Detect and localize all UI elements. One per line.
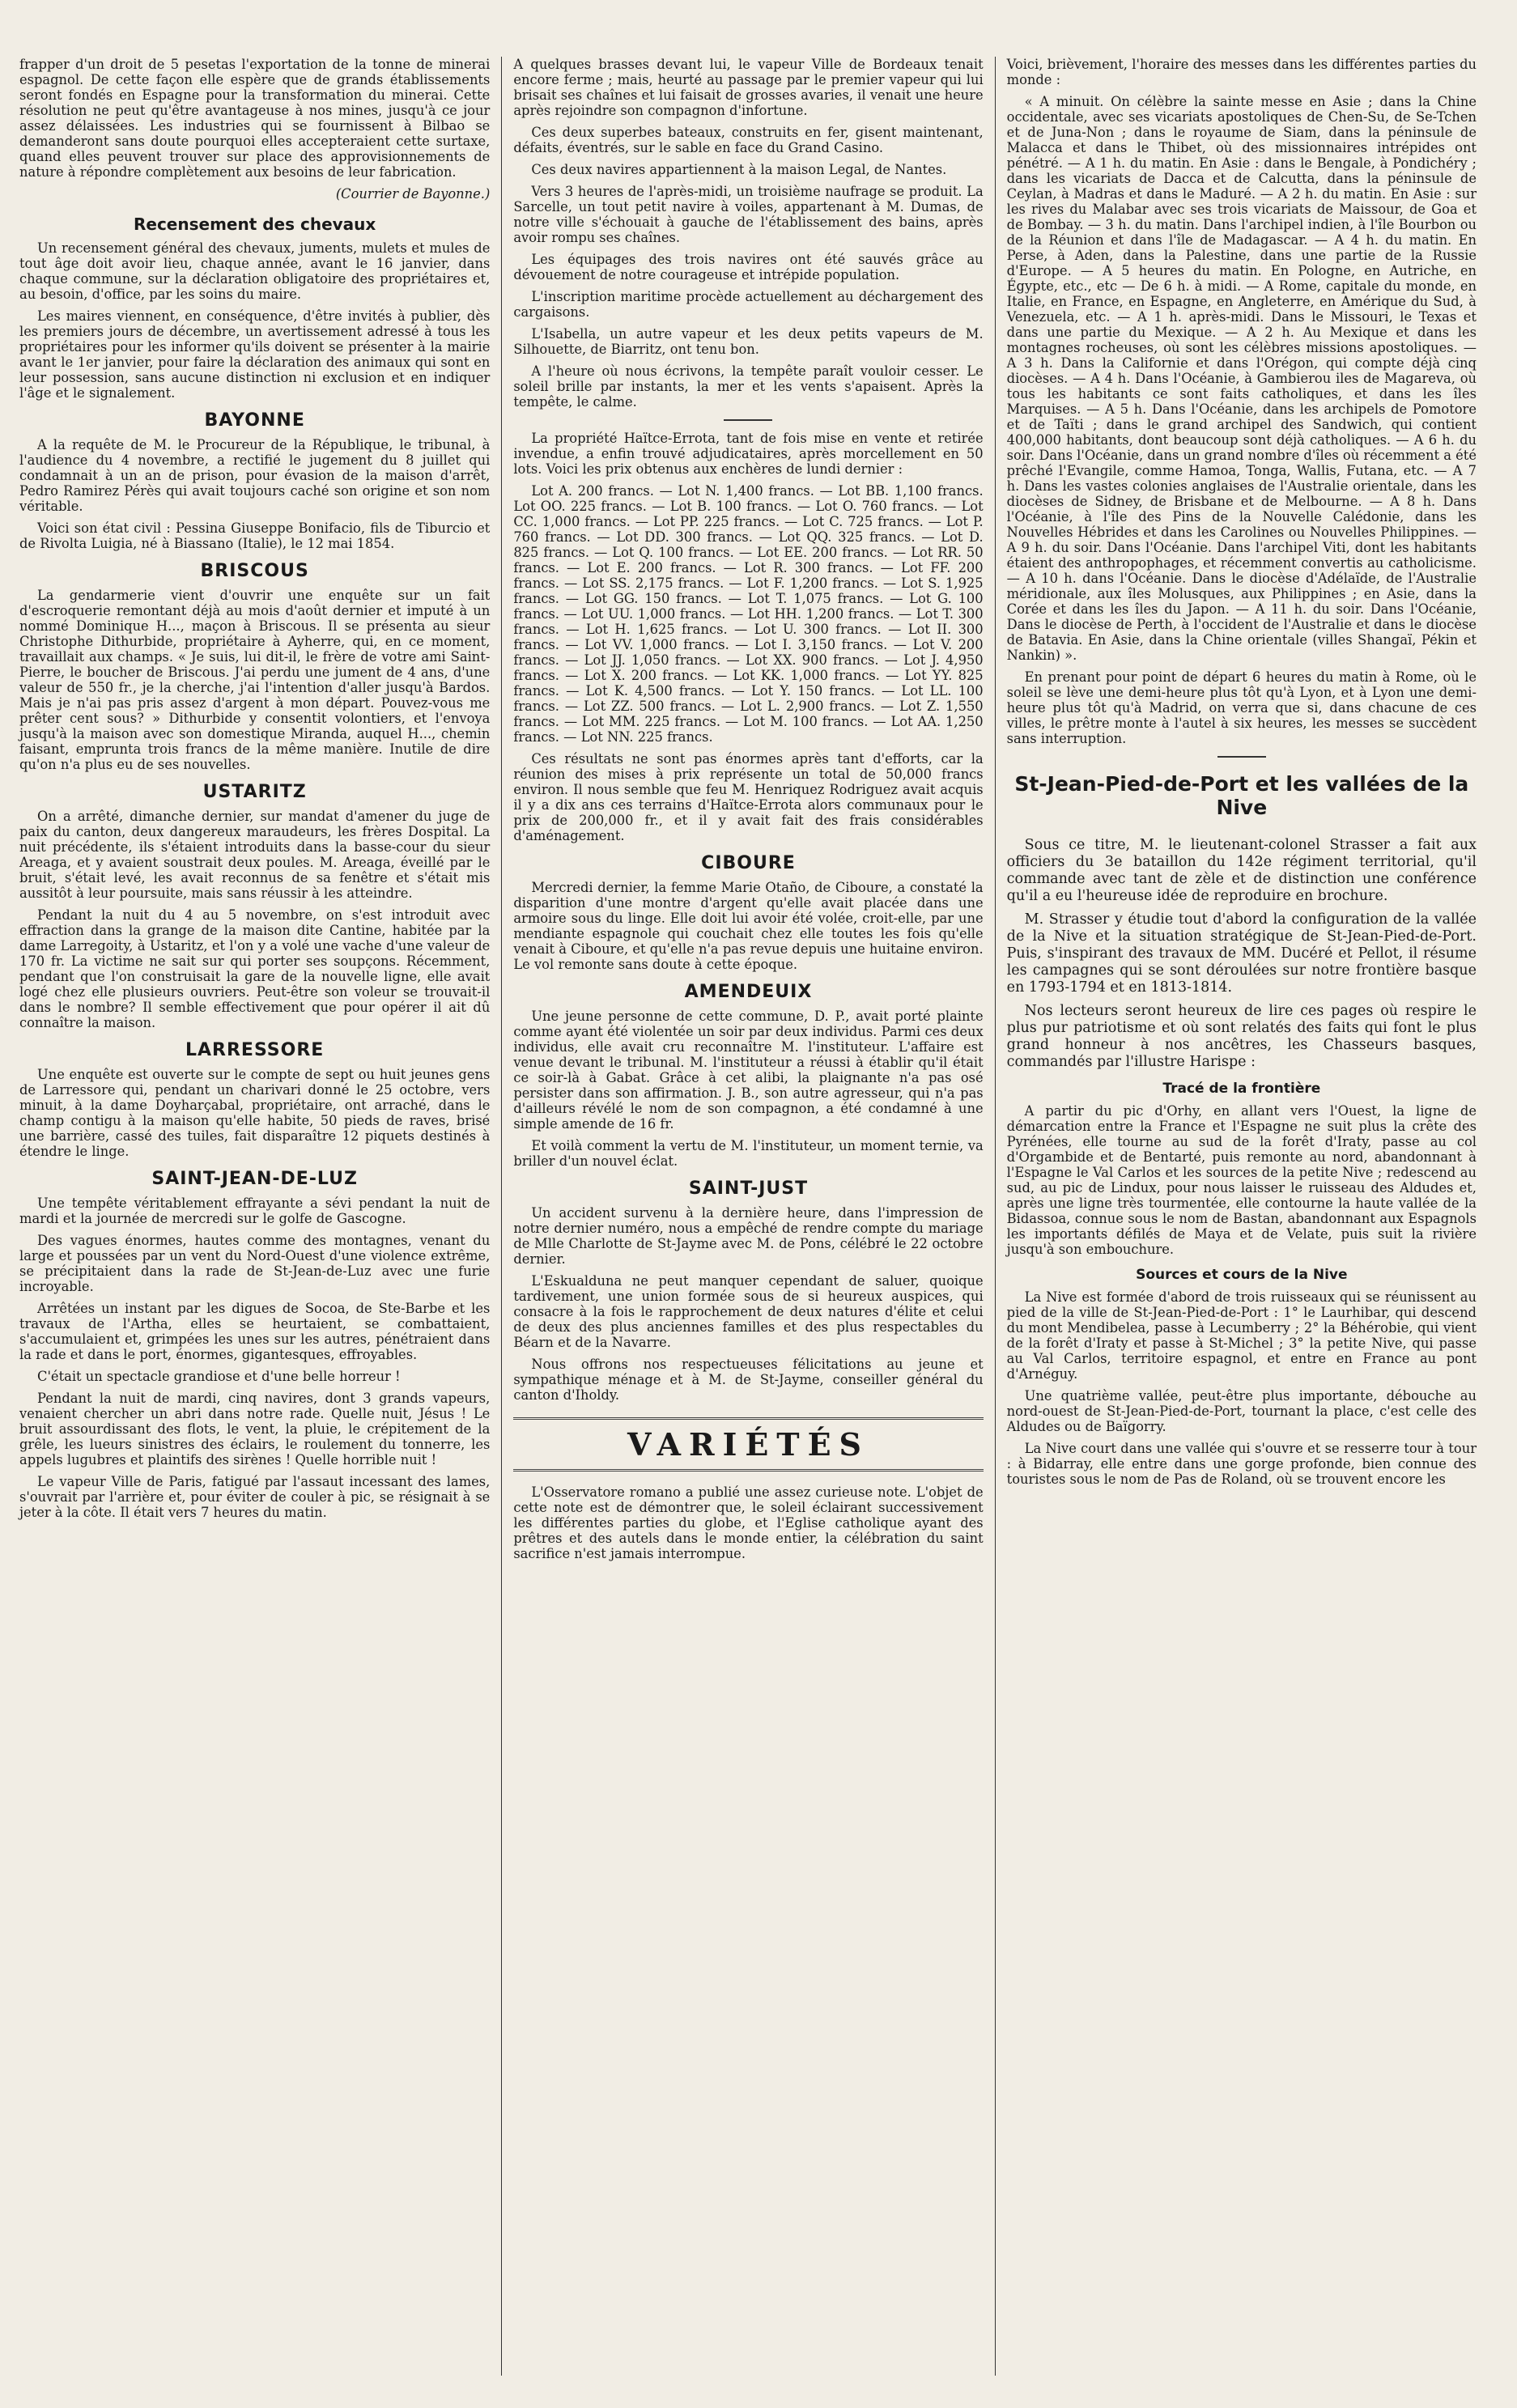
article-paragraph: La Nive est formée d'abord de trois ruisseaux qui se réunissent au pied de la ville de St-Jean-Pied-de-Port : 1° le Laurhibar, qui descend du mont Mendibelea, passe à Lecumberry ; 2° la Béhérobie, qui vient de la forêt d'Iraty et passe à St-Michel ; 3° la petite Nive, qui passe au Val Carlos, territoire espagnol, et entre en France au pont d'Arnéguy. bbox=[1006, 1289, 1477, 1382]
article-paragraph: Une jeune personne de cette commune, D. P., avait porté plainte comme ayant été violentée un soir par deux individus. Parmi ces deux individus, elle avait cru reconnaître M. l'instituteur. L'affaire est venue devant le tribunal. M. l'instituteur a réussi à établir qu'il était ce soir-là à Gabat. Grâce à cet alibi, la plaignante n'a pas osé persister dans son affirmation. J. B., son autre agresseur, qui n'a pas d'ailleurs révélé le nom de son compagnon, a été condamné à une simple amende de 16 fr. bbox=[513, 1008, 984, 1132]
article-paragraph: La propriété Haïtce-Errota, tant de fois mise en vente et retirée invendue, a enfin trouvé adjudicataires, après morcellement en 50 lots. Voici les prix obtenus aux enchères de lundi dernier : bbox=[513, 430, 984, 477]
article-paragraph: Mercredi dernier, la femme Marie Otaño, de Ciboure, a constaté la disparition d'une montre d'argent qu'elle avait placée dans une armoire sous du linge. Elle doit lui avoir été volée, croit-elle, par une mendiante espagnole qui couchait chez elle toutes les fois qu'elle venait à Ciboure, et qu'elle n'a pas revue depuis une huitaine environ. Le vol remonte sans doute à cette époque. bbox=[513, 879, 984, 972]
article-paragraph: Ces résultats ne sont pas énormes après tant d'efforts, car la réunion des mises à prix représente un total de 50,000 francs environ. Il nous semble que feu M. Henriquez Rodriguez avait acquis il y a dix ans ces terrains d'Haïtce-Errota alors communaux pour le prix de 200,000 fr., et il y avait fait des frais considérables d'aménagement. bbox=[513, 750, 984, 843]
article-paragraph: frapper d'un droit de 5 pesetas l'exportation de la tonne de minerai espagnol. De cette façon elle espère que de grands établissements seront fondés en Espagne pour la transformation du minerai. Cette résolution ne peut qu'être avantageuse à nos mines, jusqu'à ce jour assez délaissées. Les industries qui se fournissent à Bilbao se demanderont sans doute pourquoi elles accepteraient cette surtaxe, quand elles peuvent trouver sur place des approvisionnements de nature à répondre complètement aux besoins de leur fabrication. bbox=[19, 57, 491, 180]
article-paragraph: Une enquête est ouverte sur le compte de sept ou huit jeunes gens de Larressore qui, pendant un charivari donné le 25 octobre, vers minuit, à la dame Doyharçabal, propriétaire, ont arraché, dans le champ contigu à la maison qu'elle habite, 50 pieds de raves, brisé une barrière, cassé des tuiles, fait disparaître 12 piquets destinés à étendre le linge. bbox=[19, 1067, 491, 1159]
article-paragraph: L'inscription maritime procède actuellement au déchargement des cargaisons. bbox=[513, 289, 984, 320]
article-paragraph: Un accident survenu à la dernière heure, dans l'impression de notre dernier numéro, nous a empêché de rendre compte du mariage de Mlle Charlotte de St-Jayme avec M. de Pons, célébré le 22 octobre dernier. bbox=[513, 1204, 984, 1267]
article-paragraph: A quelques brasses devant lui, le vapeur Ville de Bordeaux tenait encore ferme ; mais, heurté au passage par le premier vapeur qui lui brisait ses chaînes et lui faisait de grosses avaries, il venait une heure après rejoindre son compagnon d'infortune. bbox=[513, 57, 984, 118]
article-paragraph: M. Strasser y étudie tout d'abord la configuration de la vallée de la Nive et la situation stratégique de St-Jean-Pied-de-Port. Puis, s'inspirant des travaux de MM. Ducéré et Pellot, il résume les campagnes qui se sont déroulées sur notre frontière basque en 1793-1794 et en 1813-1814. bbox=[1006, 911, 1477, 996]
nive-article-body bbox=[1007, 837, 1477, 1071]
section-heading-larressore: LARRESSORE bbox=[185, 1040, 325, 1060]
article-paragraph: Vers 3 heures de l'après-midi, un troisième naufrage se produit. La Sarcelle, un tout petit navire à voiles, appartenant à M. Dumas, de notre ville s'échouait à gauche de l'établissement des bains, après avoir rompu ses chaînes. bbox=[513, 184, 984, 245]
subheading-sources-nive: Sources et cours de la Nive bbox=[1136, 1266, 1348, 1283]
article-paragraph: Arrêtées un instant par les digues de Socoa, de Ste-Barbe et les travaux de l'Artha, elles se heurtaient, se combattaient, s'accumulaient et, grimpées les unes sur les autres, pénétraient dans la rade et dans le port, énormes, gigantesques, effroyables. bbox=[19, 1301, 491, 1362]
article-paragraph: Le vapeur Ville de Paris, fatigué par l'assaut incessant des lames, s'ouvrait par l'arrière et, pour éviter de couler à pic, se résignait à se jeter à la côte. Il était vers 7 heures du matin. bbox=[19, 1474, 491, 1520]
article-paragraph: Ces deux superbes bateaux, construits en fer, gisent maintenant, défaits, éventrés, sur le sable en face du Grand Casino. bbox=[513, 125, 984, 155]
lot-price-list: Lot A. 200 francs. — Lot N. 1,400 francs. — Lot BB. 1,100 francs. Lot OO. 225 francs. — Lot B. 100 francs. — Lot O. 760 francs. — Lot CC. 1,000 francs. — Lot PP. 225 francs. — Lot C. 725 francs. — Lot P. 760 francs. — Lot DD. 300 francs. — Lot QQ. 325 francs. — Lot D. 825 francs. — Lot Q. 100 francs. — Lot EE. 200 francs. — Lot RR. 50 francs. — Lot E. 200 francs. — Lot R. 300 francs. — Lot FF. 200 francs. — Lot SS. 2,175 francs. — Lot F. 1,200 francs. — Lot S. 1,925 francs. — Lot GG. 150 francs. — Lot T. 1,075 francs. — Lot G. 100 francs. — Lot UU. 1,000 francs. — Lot HH. 1,200 francs. — Lot T. 300 francs. — Lot H. 1,625 francs. — Lot U. 300 francs. — Lot II. 300 francs. — Lot VV. 1,000 francs. — Lot I. 3,150 francs. — Lot V. 200 francs. — Lot JJ. 1,050 francs. — Lot XX. 900 francs. — Lot J. 4,950 francs. — Lot X. 200 francs. — Lot KK. 1,000 francs. — Lot YY. 825 francs. — Lot K. 4,500 francs. — Lot Y. 150 francs. — Lot LL. 100 francs. — Lot ZZ. 500 francs. — Lot L. 2,900 francs. — Lot Z. 1,550 francs. — Lot MM. 225 francs. — Lot M. 100 francs. — Lot AA. 1,250 francs. — Lot NN. 225 francs. bbox=[513, 482, 984, 745]
article-paragraph: Les équipages des trois navires ont été sauvés grâce au dévouement de notre courageuse et intrépide population. bbox=[513, 252, 984, 282]
article-paragraph: A la requête de M. le Procureur de la République, le tribunal, à l'audience du 4 novembre, a rectifié le jugement du 8 juillet qui condamnait à un an de prison, pour évasion de la maison d'arrêt, Pedro Ramirez Pérès qui avait toujours caché son origine et son nom véritable. bbox=[19, 437, 491, 514]
article-paragraph: La Nive court dans une vallée qui s'ouvre et se resserre tour à tour : à Bidarray, elle entre dans une gorge profonde, bien connue des touristes sous le nom de Pas de Roland, où se trouvent encore les bbox=[1006, 1440, 1477, 1487]
article-paragraph: Sous ce titre, M. le lieutenant-colonel Strasser a fait aux officiers du 3e bataillon du 142e régiment territorial, qu'il commande avec tant de zèle et de distinction une conférence qu'il a eu l'heureuse idée de reproduire en brochure. bbox=[1006, 836, 1477, 904]
article-paragraph: Nous offrons nos respectueuses félicitations au jeune et sympathique ménage et à M. de St-Jayme, conseiller général du canton d'Iholdy. bbox=[513, 1356, 984, 1403]
section-heading-bayonne: BAYONNE bbox=[204, 410, 305, 431]
article-paragraph: L'Osservatore romano a publié une assez curieuse note. L'objet de cette note est de démontrer que, le soleil éclairant successivement les différentes parties du globe, et l'Eglise catholique ayant des prêtres et des autels dans le monde entier, la célébration du saint sacrifice n'est jamais interrompue. bbox=[513, 1484, 984, 1561]
article-title-nive: St-Jean-Pied-de-Port et les vallées de la Nive bbox=[1014, 771, 1469, 819]
section-heading-saint-just: SAINT-JUST bbox=[688, 1178, 809, 1199]
section-heading-ustaritz: USTARITZ bbox=[202, 782, 307, 802]
column-3 bbox=[995, 57, 1488, 2376]
section-divider bbox=[1217, 756, 1266, 758]
article-paragraph: Et voilà comment la vertu de M. l'instituteur, un moment ternie, va briller d'un nouvel éclat. bbox=[513, 1137, 984, 1169]
article-paragraph: C'était un spectacle grandiose et d'une belle horreur ! bbox=[37, 1369, 401, 1384]
section-divider bbox=[724, 419, 772, 421]
article-paragraph: Voici son état civil : Pessina Giuseppe Bonifacio, fils de Tiburcio et de Rivolta Luigia, né à Biassano (Italie), le 12 mai 1854. bbox=[19, 520, 491, 551]
section-heading-briscous: BRISCOUS bbox=[200, 561, 309, 581]
varietes-banner bbox=[513, 1417, 983, 1472]
article-paragraph: La gendarmerie vient d'ouvrir une enquête sur un fait d'escroquerie remontant déjà au mois d'août dernier et imputé à un nommé Dominique H..., maçon à Briscous. Il se présenta au sieur Christophe Dithurbide, propriétaire à Ayherre, qui, en ce moment, travaillait aux champs. « Je suis, lui dit-il, le frère de votre ami Saint-Pierre, le boucher de Briscous. J'ai perdu une jument de 4 ans, d'une valeur de 550 fr., je la cherche, j'ai l'intention d'aller jusqu'à Bardos. Mais je n'ai pas pris assez d'argent à mon départ. Pouvez-vous me prêter cent sous? » Dithurbide y consentit volontiers, et l'envoya jusqu'à la maison avec son domestique Miranda, auquel H..., chemin faisant, emprunta trois francs de la même manière. Inutile de dire qu'on n'a plus eu de ses nouvelles. bbox=[19, 588, 491, 772]
section-heading-saint-jean-de-luz: SAINT-JEAN-DE-LUZ bbox=[151, 1169, 358, 1189]
section-heading-recensement: Recensement des chevaux bbox=[133, 214, 376, 234]
article-paragraph: Ces deux navires appartiennent à la maison Legal, de Nantes. bbox=[531, 162, 947, 177]
article-paragraph: En prenant pour point de départ 6 heures du matin à Rome, où le soleil se lève une demi-heure plus tôt qu'à Lyon, et à Lyon une demi-heure plus tôt qu'à Madrid, on verra que si, dans chacune de ces villes, le prêtre monte à l'autel à six heures, les messes se succèdent sans interruption. bbox=[1006, 669, 1477, 746]
article-paragraph: Voici, brièvement, l'horaire des messes dans les différentes parties du monde : bbox=[1006, 57, 1477, 87]
article-paragraph: On a arrêté, dimanche dernier, sur mandat d'amener du juge de paix du canton, deux dangereux maraudeurs, les frères Dospital. La nuit précédente, ils s'étaient introduits dans la basse-cour du sieur Areaga, et y avaient soustrait deux poules. M. Areaga, éveillé par le bruit, s'était levé, les avait reconnus de sa fenêtre et s'était mis aussitôt à leur poursuite, mais sans réussir à les atteindre. bbox=[19, 809, 491, 901]
article-paragraph: Pendant la nuit de mardi, cinq navires, dont 3 grands vapeurs, venaient chercher un abri dans notre rade. Quelle nuit, Jésus ! Le bruit assourdissant des flots, le vent, la pluie, le crépitement de la grêle, les lueurs sinistres des éclairs, le roulement du tonnerre, les appels lugubres et plaintifs des sirènes ! Quelle horrible nuit ! bbox=[19, 1391, 491, 1467]
section-heading-amendeuix: AMENDEUIX bbox=[684, 981, 813, 1002]
column-2 bbox=[501, 57, 994, 2376]
article-paragraph: Des vagues énormes, hautes comme des montagnes, venant du large et poussées par un vent du Nord-Ouest d'une violence extrême, se précipitaient dans la rade de St-Jean-de-Luz avec une furie incroyable. bbox=[19, 1233, 491, 1294]
article-paragraph: Un recensement général des chevaux, juments, mulets et mules de tout âge doit avoir lieu, chaque année, avant le 16 janvier, dans chaque commune, sur la déclaration obligatoire des propriétaires et, au besoin, d'office, par les soins du maire. bbox=[19, 240, 491, 302]
article-paragraph: Pendant la nuit du 4 au 5 novembre, on s'est introduit avec effraction dans la grange de la maison dite Cantine, habitée par la dame Larregoity, à Ustaritz, et l'on y a volé une vache d'une valeur de 170 fr. La victime ne sait sur qui porter ses soupçons. Récemment, pendant que l'on construisait la gare de la nouvelle ligne, elle avait logé chez elle plusieurs ouvriers. Peut-être son voleur se trouvait-il dans le nombre? Il semble effectivement que pour opérer il ait dû connaître la maison. bbox=[19, 907, 491, 1030]
section-heading-ciboure: CIBOURE bbox=[701, 852, 796, 873]
article-paragraph: « A minuit. On célèbre la sainte messe en Asie ; dans la Chine occidentale, avec ses vicariats apostoliques de Chen-Su, de Se-Tchen et de Juna-Non ; dans le royaume de Siam, dans la péninsule de Malacca et dans le Thibet, où des missionnaires intrépides ont pénétré. — A 1 h. du matin. En Asie : dans le Bengale, à Pondichéry ; dans les vicariats de Dacca et de Calcutta, dans la péninsule de Ceylan, à Madras et dans le Maduré. — A 2 h. du matin. En Asie : sur les rives du Malabar avec ses trois vicariats de Maissour, de Goa et de Bombay. — 3 h. du matin. Dans l'archipel indien, à l'île Bourbon ou de la Réunion et dans l'île de Madagascar. — A 4 h. du matin. En Perse, à Aden, dans la Palestine, dans une partie de la Russie d'Europe. — A 5 heures du matin. En Pologne, en Autriche, en Égypte, etc., etc — De 6 h. à midi. — A Rome, capitale du monde, en Italie, en France, en Espagne, en Angleterre, en Amérique du Sud, à Venezuela, etc. — A 1 h. après-midi. Dans le Missouri, le Texas et dans une partie du Mexique. — A 2 h. Au Mexique et dans les montagnes rocheuses, où sont les célèbres missions apostoliques. — A 3 h. Dans la Californie et dans l'Orégon, qui compte déjà cinq diocèses. — A 4 h. Dans l'Océanie, à Gambierou iles de Magareva, où tous les habitants ce sont faits catholiques, et dans les îles Marquises. — A 5 h. Dans l'Océanie, dans les archipels de Pomotore et de Taïti ; dans le grand archipel des Sandwich, qui contient 400,000 habitants, dont beaucoup sont déjà catholiques. — A 6 h. du soir. Dans l'Océanie, dans un grand nombre d'îles où récemment a été prêché l'Evangile, comme Hamoa, Tonga, Wallis, Futana, etc. — A 7 h. Dans les vastes colonies anglaises de l'Australie orientale, dans les diocèses de Sidney, de Brisbane et de Melbourne. — A 8 h. Dans l'Océanie, à l'île des Pins de la Nouvelle Calédonie, dans les Nouvelles Hébrides et dans les Carolines ou Nouvelles Philippines. — A 9 h. du soir. Dans l'Océanie. Dans l'archipel Viti, dont les habitants étaient des anthropophages, et récemment convertis au catholicisme. — A 10 h. dans l'Océanie. Dans le diocèse d'Adélaïde, de l'Australie méridionale, aux îles Molusques, aux Philippines ; en Asie, dans la Corée et dans les îles du Japon. — A 11 h. du soir. Dans l'Océanie, Dans le diocèse de Perth, à l'occident de l'Australie et dans le diocèse de Batavia. En Asie, dans la Chine orientale (villes Shangaï, Pékin et Nankin) ». bbox=[1006, 94, 1477, 663]
article-source: (Courrier de Bayonne.) bbox=[335, 186, 491, 202]
article-paragraph: L'Isabella, un autre vapeur et les deux petits vapeurs de M. Silhouette, de Biarritz, ont tenu bon. bbox=[513, 326, 984, 357]
article-paragraph: Une tempête véritablement effrayante a sévi pendant la nuit de mardi et la journée de mercredi sur le golfe de Gascogne. bbox=[19, 1196, 491, 1226]
article-paragraph: L'Eskualduna ne peut manquer cependant de saluer, quoique tardivement, une union formée sous de si heureux auspices, qui consacre à la fois le rapprochement de deux natures d'élite et celui de deux des plus anciennes familles et des plus respectables du Béarn et de la Navarre. bbox=[513, 1272, 984, 1350]
article-paragraph: A l'heure où nous écrivons, la tempête paraît vouloir cesser. Le soleil brille par instants, la mer et les vents s'apaisent. Après la tempête, le calme. bbox=[513, 363, 984, 410]
article-paragraph: Les maires viennent, en conséquence, d'être invités à publier, dès les premiers jours de décembre, un avertissement adressé à tous les propriétaires pour les informer qu'ils doivent se présenter à la mairie avant le 1er janvier, pour faire la déclaration des animaux qui sont en leur possession, sans aucune distinction ni exclusion et en indiquer l'âge et le signalement. bbox=[19, 308, 491, 401]
article-paragraph: Nos lecteurs seront heureux de lire ces pages où respire le plus pur patriotisme et où sont relatés des faits qui font le plus grand honneur à nos ancêtres, les Chasseurs basques, commandés par l'illustre Harispe : bbox=[1006, 1002, 1477, 1070]
article-paragraph: Une quatrième vallée, peut-être plus importante, débouche au nord-ouest de St-Jean-Pied-de-Port, tournant la place, c'est celle des Aldudes ou de Baïgorry. bbox=[1006, 1387, 1477, 1434]
article-paragraph: A partir du pic d'Orhy, en allant vers l'Ouest, la ligne de démarcation entre la France et l'Espagne ne suit plus la crête des Pyrénées, elle tourne au sud de la forêt d'Iraty, passe au col d'Orgambide et de Bentarté, puis remonte au nord, abandonnant à l'Espagne le Val Carlos et les sources de la petite Nive ; redescend au sud, au pic de Lindux, pour nous laisser le ruisseau des Aldudes et, après une ligne très tourmentée, elle contourne la haute vallée de la Bidassoa, connue sous le nom de Bastan, abandonnant aux Espagnols les importants défilés de Maya et de Velate, puis suit la rivière jusqu'à son embouchure. bbox=[1006, 1102, 1477, 1257]
varietes-title: VARIÉTÉS bbox=[627, 1425, 869, 1463]
column-1 bbox=[8, 57, 501, 2376]
subheading-trace-frontiere: Tracé de la frontière bbox=[1162, 1080, 1321, 1097]
